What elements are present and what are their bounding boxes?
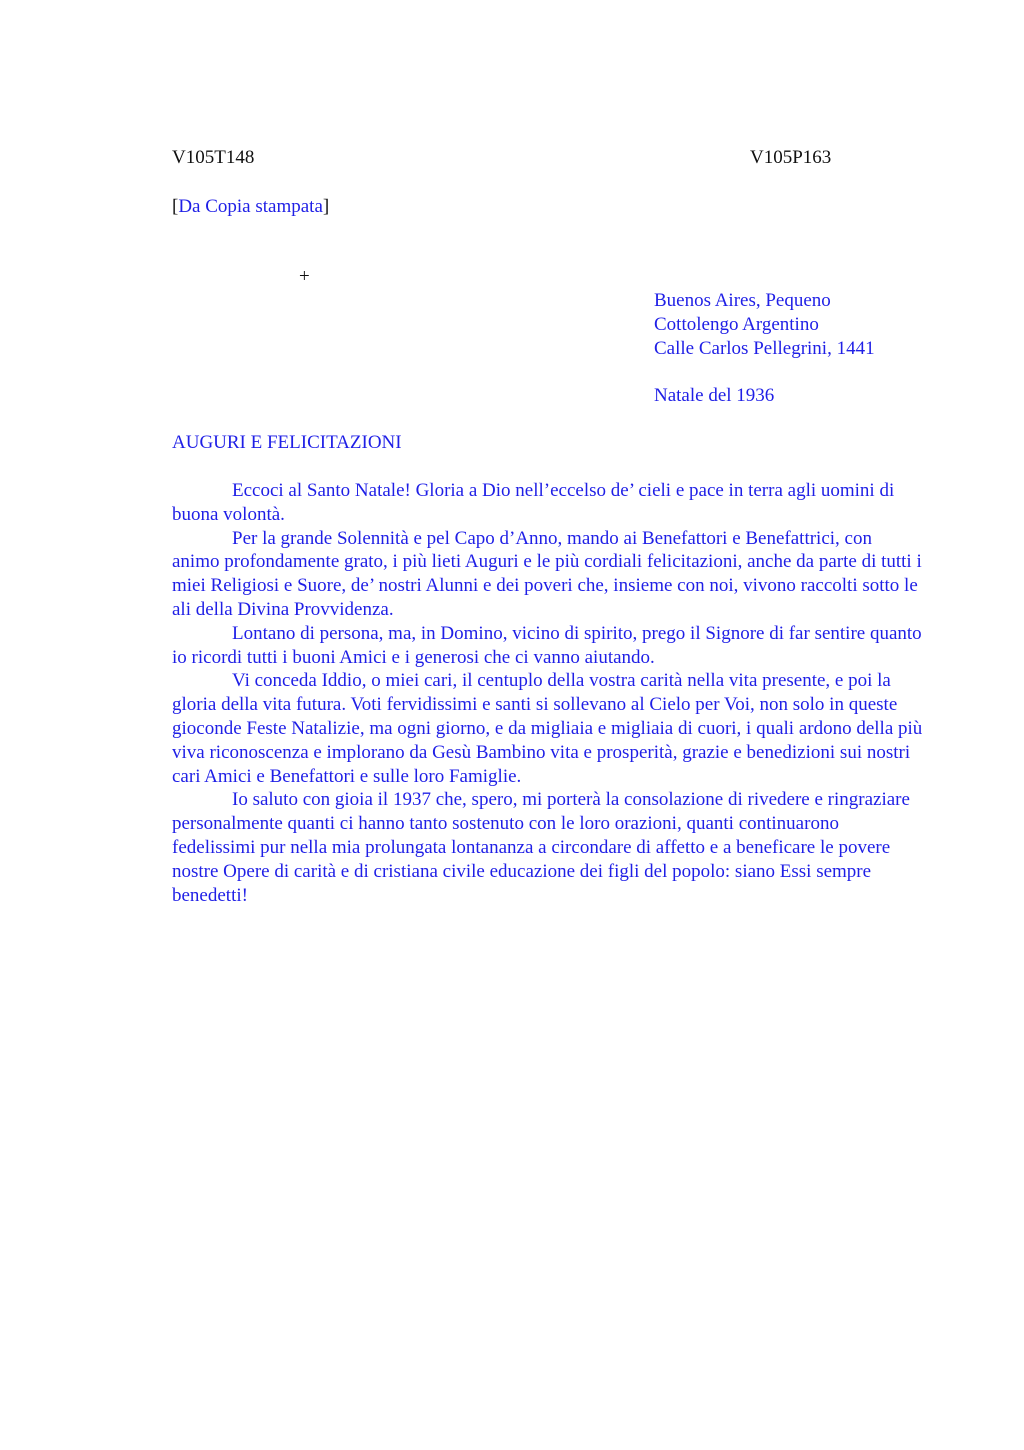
source-note-open-bracket: [ xyxy=(172,196,179,217)
source-note-text: Da Copia stampata xyxy=(178,196,323,217)
body-paragraph: Lontano di persona, ma, in Domino, vicino di spirito, prego il Signore di far sentire quanto io ricordi tutti i buoni Amici e i generosi che ci vanno aiutando. xyxy=(172,622,922,668)
source-note-close-bracket: ] xyxy=(322,196,330,217)
address-line: Buenos Aires, Pequeno xyxy=(654,290,831,311)
letter-body xyxy=(172,479,924,907)
letter-date: Natale del 1936 xyxy=(654,385,775,406)
address-line: Calle Carlos Pellegrini, 1441 xyxy=(654,338,875,359)
cross-symbol: + xyxy=(299,266,310,287)
source-note xyxy=(172,195,329,219)
body-paragraph: Eccoci al Santo Natale! Gloria a Dio nell’eccelso de’ cieli e pace in terra agli uomini di buona volontà. xyxy=(172,480,895,525)
address-line: Cottolengo Argentino xyxy=(654,314,819,335)
letter-title: AUGURI E FELICITAZIONI xyxy=(172,432,402,453)
body-paragraph: Io saluto con gioia il 1937 che, spero, mi porterà la consolazione di rivedere e ringraziare personalmente quanti ci hanno tanto sostenuto con le loro orazioni, quanti continuarono fedelissimi pur nella mia prolungata lontananza a circondare di affetto e a beneficare le povere nostre Opere di carità e di cristiana civile educazione dei figli del popolo: siano Essi sempre benedetti! xyxy=(172,789,910,906)
document-code-left: V105T148 xyxy=(172,147,255,168)
body-paragraph: Vi conceda Iddio, o miei cari, il centuplo della vostra carità nella vita presente, e poi la gloria della vita futura. Voti fervidissimi e santi si sollevano al Cielo per Voi, non solo in queste gioconde Feste Natalizie, ma ogni giorno, e da migliaia e migliaia di cuori, i quali ardono della più viva riconoscenza e implorano da Gesù Bambino vita e prosperità, grazie e benedizioni sui nostri cari Amici e Benefattori e sulle loro Famiglie. xyxy=(172,670,923,787)
body-paragraph: Per la grande Solennità e pel Capo d’Anno, mando ai Benefattori e Benefattrici, con animo profondamente grato, i più lieti Auguri e le più cordiali felicitazioni, anche da parte di tutti i miei Religiosi e Suore, de’ nostri Alunni e dei poveri che, insieme con noi, vivono raccolti sotto le ali della Divina Provvidenza. xyxy=(172,527,922,620)
document-code-right: V105P163 xyxy=(750,147,832,168)
sender-address xyxy=(654,289,875,361)
